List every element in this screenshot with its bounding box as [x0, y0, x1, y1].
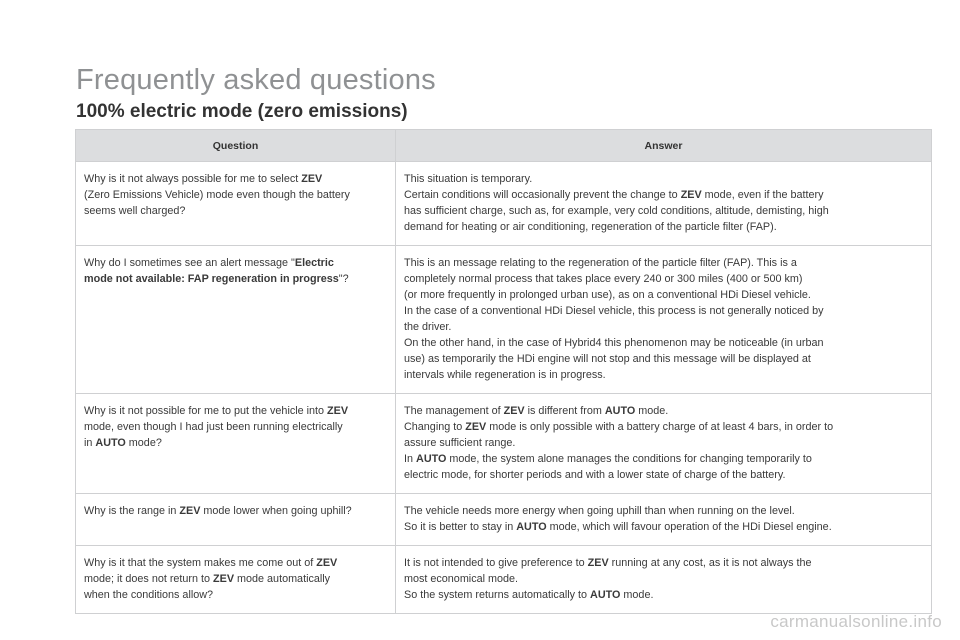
column-header-answer: Answer — [396, 130, 932, 162]
answer-cell: This is an message relating to the regeneration of the particle filter (FAP). This is a completely normal process that takes place every 240 or 300 miles (400 or 500 km) (or more frequently in prolonged urban use), as on a conventional HDi Diesel vehicle. In the case of a conventional HDi Diesel vehicle, this process is not generally noticed by the driver. On the other hand, in the case of Hybrid4 this phenomenon may be noticeable (in urban use) as temporarily the HDi engine will not stop and this message will be displayed at intervals while regeneration is in progress. — [396, 246, 932, 394]
column-header-question: Question — [76, 130, 396, 162]
table-header-row — [76, 130, 932, 162]
question-cell: Why is the range in ZEV mode lower when going uphill? — [76, 494, 396, 546]
question-cell: Why is it that the system makes me come out of ZEV mode; it does not return to ZEV mode automatically when the conditions allow? — [76, 546, 396, 614]
page-title: Frequently asked questions — [76, 64, 436, 96]
table-row — [76, 546, 932, 614]
table-row — [76, 394, 932, 494]
answer-cell: This situation is temporary. Certain conditions will occasionally prevent the change to ZEV mode, even if the battery has sufficient charge, such as, for example, very cold conditions, altitude, demisting, high demand for heating or air conditioning, regeneration of the particle filter (FAP). — [396, 162, 932, 246]
table-row — [76, 162, 932, 246]
section-title: 100% electric mode (zero emissions) — [76, 101, 408, 122]
question-cell: Why is it not possible for me to put the vehicle into ZEV mode, even though I had just been running electrically in AUTO mode? — [76, 394, 396, 494]
answer-cell: The management of ZEV is different from AUTO mode. Changing to ZEV mode is only possible with a battery charge of at least 4 bars, in order to assure sufficient range. In AUTO mode, the system alone manages the conditions for changing temporarily to electric mode, for shorter periods and with a lower state of charge of the battery. — [396, 394, 932, 494]
watermark-text: carmanualsonline.info — [770, 612, 942, 631]
table-row — [76, 494, 932, 546]
table-row — [76, 246, 932, 394]
question-cell: Why do I sometimes see an alert message "Electric mode not available: FAP regeneration in progress"? — [76, 246, 396, 394]
faq-table — [75, 129, 932, 614]
question-cell: Why is it not always possible for me to select ZEV (Zero Emissions Vehicle) mode even though the battery seems well charged? — [76, 162, 396, 246]
answer-cell: It is not intended to give preference to ZEV running at any cost, as it is not always the most economical mode. So the system returns automatically to AUTO mode. — [396, 546, 932, 614]
answer-cell: The vehicle needs more energy when going uphill than when running on the level. So it is better to stay in AUTO mode, which will favour operation of the HDi Diesel engine. — [396, 494, 932, 546]
